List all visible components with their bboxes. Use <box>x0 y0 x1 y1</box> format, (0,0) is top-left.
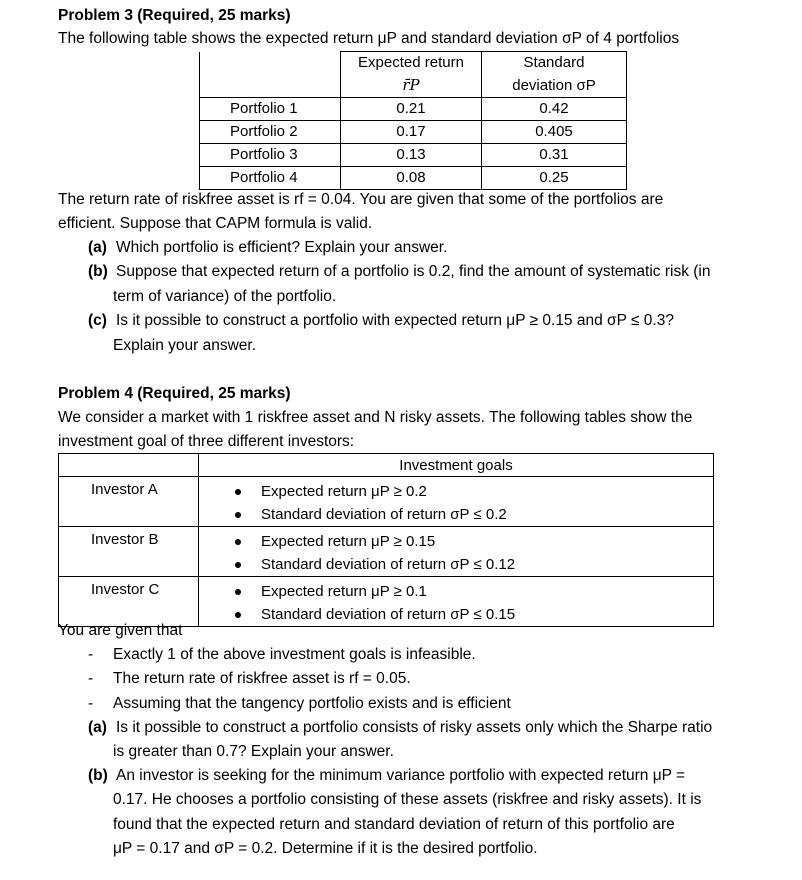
problem3-question-a: (a) Which portfolio is efficient? Explain your answer. <box>88 239 448 256</box>
problem4-title: Problem 4 (Required, 25 marks) <box>58 385 291 402</box>
header-return-1: Expected return <box>341 52 482 75</box>
goal-item: Standard deviation of return σP ≤ 0.15 <box>235 603 713 626</box>
problem4-intro2: investment goal of three different investors: <box>58 433 355 450</box>
investor-table <box>58 453 714 627</box>
row-name: Portfolio 1 <box>200 98 341 121</box>
table-row <box>200 144 627 167</box>
problem4-question-b-cont3: μP = 0.17 and σP = 0.2. Determine if it is the desired portfolio. <box>113 840 538 857</box>
problem3-question-c-cont: Explain your answer. <box>113 337 257 354</box>
portfolio-table <box>199 51 627 190</box>
row-name: Portfolio 2 <box>200 121 341 144</box>
row-sd: 0.31 <box>482 144 627 167</box>
given-item-1: - Exactly 1 of the above investment goals is infeasible. <box>88 646 476 663</box>
problem4-question-b: (b) An investor is seeking for the minimum variance portfolio with expected return μP = <box>88 767 686 784</box>
investor-name: Investor B <box>59 527 199 577</box>
row-return: 0.17 <box>341 121 482 144</box>
goals-header: Investment goals <box>199 454 714 477</box>
header-sd-2: deviation σP <box>482 74 627 98</box>
given-label: You are given that <box>58 622 183 639</box>
given-item-2: - The return rate of riskfree asset is rf = 0.05. <box>88 670 411 687</box>
row-sd: 0.25 <box>482 167 627 190</box>
problem3-para2: efficient. Suppose that CAPM formula is valid. <box>58 215 373 232</box>
table-row <box>59 477 714 527</box>
header-return-2: r̄P <box>341 74 482 98</box>
row-sd: 0.405 <box>482 121 627 144</box>
investor-name: Investor C <box>59 577 199 627</box>
table-row <box>200 121 627 144</box>
goal-item: Standard deviation of return σP ≤ 0.2 <box>235 503 713 526</box>
goal-item: Expected return μP ≥ 0.15 <box>235 530 713 553</box>
problem3-question-b-cont: term of variance) of the portfolio. <box>113 288 337 305</box>
problem4-question-b-cont2: found that the expected return and standard deviation of return of this portfolio are <box>113 816 675 833</box>
problem4-question-a-cont: is greater than 0.7? Explain your answer. <box>113 743 394 760</box>
row-name: Portfolio 4 <box>200 167 341 190</box>
given-item-3: - Assuming that the tangency portfolio exists and is efficient <box>88 695 511 712</box>
header-sd-1: Standard <box>482 52 627 75</box>
row-return: 0.21 <box>341 98 482 121</box>
problem3-intro: The following table shows the expected return μP and standard deviation σP of 4 portfolios <box>58 30 680 47</box>
investor-name: Investor A <box>59 477 199 527</box>
row-name: Portfolio 3 <box>200 144 341 167</box>
row-sd: 0.42 <box>482 98 627 121</box>
row-return: 0.08 <box>341 167 482 190</box>
table-row <box>59 577 714 627</box>
problem3-title: Problem 3 (Required, 25 marks) <box>58 7 291 24</box>
problem4-question-a: (a) Is it possible to construct a portfolio consists of risky assets only which the Sharpe ratio <box>88 719 713 736</box>
row-return: 0.13 <box>341 144 482 167</box>
problem4-question-b-cont1: 0.17. He chooses a portfolio consisting of these assets (riskfree and risky assets). It is <box>113 791 702 808</box>
table-row <box>59 527 714 577</box>
problem3-question-b: (b) Suppose that expected return of a portfolio is 0.2, find the amount of systematic risk (in <box>88 263 711 280</box>
problem3-para1: The return rate of riskfree asset is rf = 0.04. You are given that some of the portfolios are <box>58 191 664 208</box>
goal-item: Standard deviation of return σP ≤ 0.12 <box>235 553 713 576</box>
problem4-intro1: We consider a market with 1 riskfree asset and N risky assets. The following tables show the <box>58 409 693 426</box>
goal-item: Expected return μP ≥ 0.1 <box>235 580 713 603</box>
table-row <box>200 98 627 121</box>
goal-item: Expected return μP ≥ 0.2 <box>235 480 713 503</box>
problem3-question-c: (c) Is it possible to construct a portfolio with expected return μP ≥ 0.15 and σP ≤ 0.3? <box>88 312 674 329</box>
table-corner <box>200 52 341 75</box>
table-row <box>200 167 627 190</box>
